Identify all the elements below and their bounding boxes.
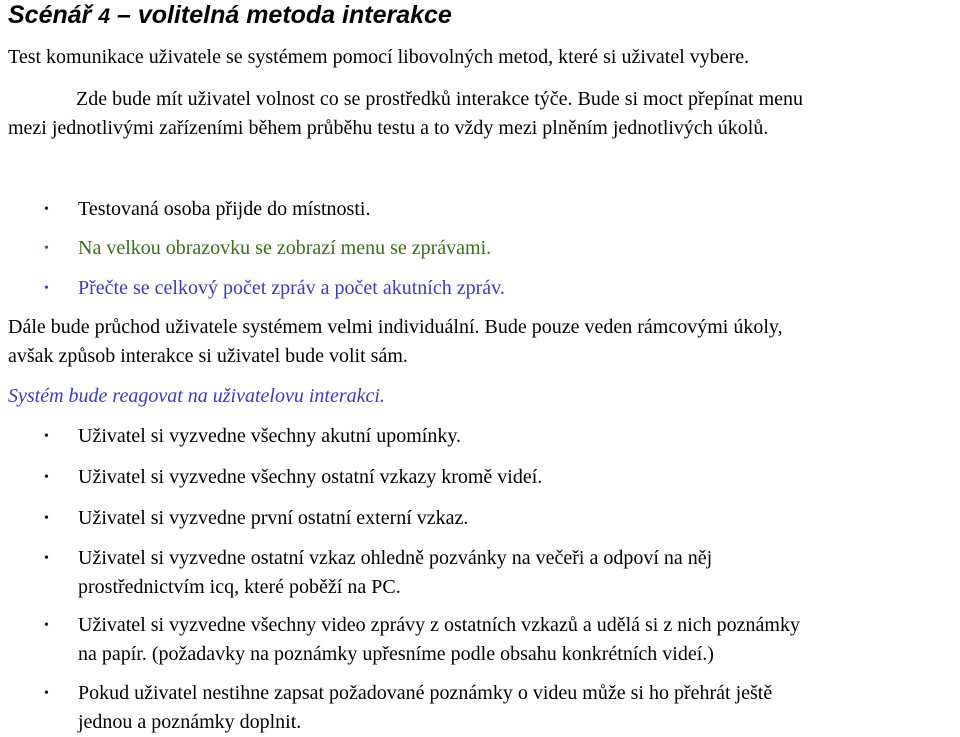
bullet-icon: • xyxy=(44,429,49,444)
paragraph-1-line-2: mezi jednotlivými zařízeními během průběhu testu a to vždy mezi plněním jednotlivých úkolů. xyxy=(8,117,769,139)
title-prefix: Scénář xyxy=(8,1,99,29)
list-item-text: Na velkou obrazovku se zobrazí menu se zprávami. xyxy=(78,237,492,259)
bullet-icon: • xyxy=(44,511,49,526)
list-item-text: Pokud uživatel nestihne zapsat požadované poznámky o videu může si ho přehrát ještě xyxy=(78,682,773,704)
bullet-icon: • xyxy=(44,551,49,566)
bullet-icon: • xyxy=(44,686,49,701)
list-item-text: Testovaná osoba přijde do místnosti. xyxy=(78,198,371,220)
list-item-text-continued: na papír. (požadavky na poznámky upřesníme podle obsahu konkrétních videí.) xyxy=(78,643,714,665)
system-note: Systém bude reagovat na uživatelovu interakci. xyxy=(8,385,385,407)
paragraph-2-line-1: Dále bude průchod uživatele systémem velmi individuální. Bude pouze veden rámcovými úkoly, xyxy=(8,316,783,338)
list-item-text: Přečte se celkový počet zpráv a počet akutních zpráv. xyxy=(78,277,505,299)
title-rest: – volitelná metoda interakce xyxy=(110,1,452,29)
list-item-text-continued: prostřednictvím icq, které poběží na PC. xyxy=(78,576,401,598)
list-item-text: Uživatel si vyzvedne ostatní vzkaz ohledně pozvánky na večeři a odpoví na něj xyxy=(78,547,713,569)
bullet-icon: • xyxy=(44,618,49,633)
paragraph-2-line-2: avšak způsob interakce si uživatel bude volit sám. xyxy=(8,345,408,367)
bullet-icon: • xyxy=(44,281,49,296)
paragraph-1-line-1: Zde bude mít uživatel volnost co se prostředků interakce týče. Bude si moct přepínat menu xyxy=(76,88,804,110)
bullet-icon: • xyxy=(44,202,49,217)
intro-paragraph: Test komunikace uživatele se systémem pomocí libovolných metod, které si uživatel vybere. xyxy=(8,46,750,68)
list-item-text-continued: jednou a poznámky doplnit. xyxy=(78,711,302,733)
title-number: 4 xyxy=(98,5,111,28)
bullet-icon: • xyxy=(44,241,49,256)
list-item-text: Uživatel si vyzvedne všechny akutní upomínky. xyxy=(78,425,462,447)
bullet-icon: • xyxy=(44,470,49,485)
list-item-text: Uživatel si vyzvedne první ostatní externí vzkaz. xyxy=(78,507,469,529)
list-item-text: Uživatel si vyzvedne všechny ostatní vzkazy kromě videí. xyxy=(78,466,543,488)
scenario-title xyxy=(8,0,452,34)
list-item-text: Uživatel si vyzvedne všechny video zprávy z ostatních vzkazů a udělá si z nich poznámky xyxy=(78,614,800,636)
